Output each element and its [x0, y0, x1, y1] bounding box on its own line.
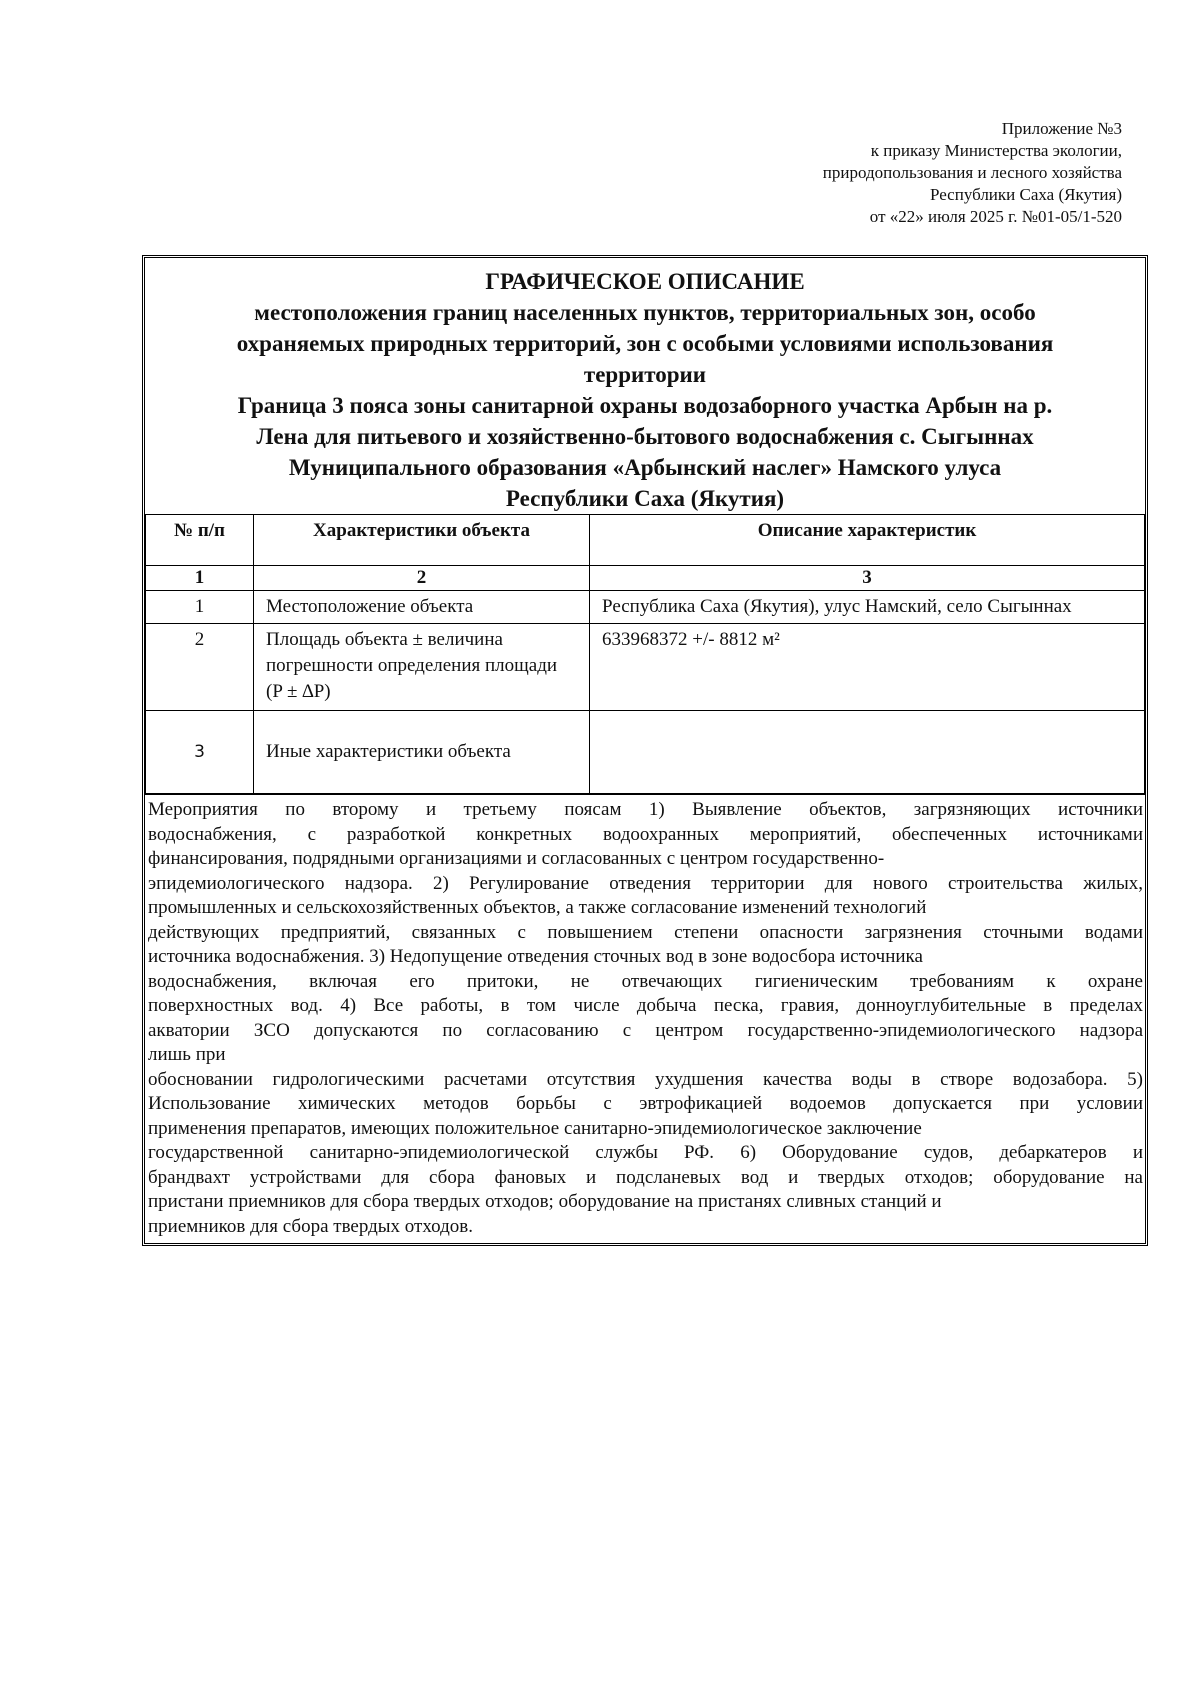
measures-line: Мероприятия по второму и третьему поясам 1) Выявление объектов, загрязняющих источники	[148, 799, 1143, 820]
measures-line: действующих предприятий, связанных с повышением степени опасности загрязнения сточными водами	[148, 921, 1143, 943]
boundary-line: Граница 3 пояса зоны санитарной охраны водозаборного участка Арбын на р.	[237, 393, 1053, 418]
measures-line: приемников для сбора твердых отходов.	[148, 1215, 473, 1237]
measures-line: финансирования, подрядными организациями и согласованных с центром государственно-	[148, 848, 885, 869]
measures-line: применения препаратов, имеющих положительное санитарно-эпидемиологическое заключение	[148, 1117, 922, 1139]
measures-line: пристани приемников для сбора твердых отходов; оборудование на пристанях сливных станций и	[148, 1191, 942, 1212]
header-characteristic: Характеристики объекта	[254, 515, 590, 566]
measures-text	[145, 794, 1145, 1243]
measures-line: государственной санитарно-эпидемиологической службы РФ. 6) Оборудование судов, дебаркатеров и	[148, 1142, 1143, 1163]
measures-line: промышленных и сельскохозяйственных объектов, а также согласование изменений технологий	[148, 897, 927, 918]
measures-line: брандвахт устройствами для сбора фановых и подсланевых вод и твердых отходов; оборудование на	[148, 1166, 1143, 1188]
boundary-line: Республики Саха (Якутия)	[505, 486, 785, 511]
column-number: 2	[254, 566, 590, 591]
document-frame	[142, 255, 1148, 1246]
appendix-line: от «22» июля 2025 г. №01-05/1-520	[869, 207, 1122, 226]
row-number: 1	[146, 591, 254, 624]
appendix-line: природопользования и лесного хозяйства	[822, 163, 1122, 182]
appendix-note	[823, 118, 1122, 228]
measures-line: водоснабжения, с разработкой конкретных водоохранных мероприятий, обеспеченных источниками	[148, 823, 1143, 845]
header-description: Описание характеристик	[590, 515, 1145, 566]
characteristics-table	[145, 514, 1145, 794]
appendix-line: к приказу Министерства экологии,	[870, 141, 1122, 160]
document-frame-inner	[144, 257, 1146, 1244]
row-number: 2	[146, 624, 254, 711]
row-description	[590, 711, 1145, 794]
subtitle-line: охраняемых природных территорий, зон с особыми условиями использования	[236, 331, 1054, 356]
measures-line: Использование химических методов борьбы с эвтрофикацией водоемов допускается при условии	[148, 1093, 1143, 1114]
measures-line: лишь при	[148, 1044, 226, 1065]
table-header-row	[146, 515, 1145, 566]
column-number-row	[146, 566, 1145, 591]
boundary-line: Муниципального образования «Арбынский наслег» Намского улуса	[288, 455, 1002, 480]
row-characteristic: Площадь объекта ± величина погрешности определения площади (P ± ∆P)	[254, 624, 590, 711]
column-number: 3	[590, 566, 1145, 591]
measures-line: водоснабжения, включая его притоки, не отвечающих гигиеническим требованиям к охране	[148, 970, 1143, 992]
appendix-line: Приложение №3	[1001, 119, 1122, 138]
row-number: 3	[146, 711, 254, 794]
row-characteristic: Иные характеристики объекта	[254, 711, 590, 794]
column-number: 1	[146, 566, 254, 591]
document-title: ГРАФИЧЕСКОЕ ОПИСАНИЕ	[485, 269, 805, 294]
table-row	[146, 711, 1145, 794]
subtitle-line: местоположения границ населенных пунктов, территориальных зон, особо	[254, 300, 1036, 325]
table-row	[146, 624, 1145, 711]
boundary-line: Лена для питьевого и хозяйственно-бытового водоснабжения с. Сыгыннах	[256, 424, 1034, 449]
measures-line: обосновании гидрологическими расчетами отсутствия ухудшения качества воды в створе водозабора. 5)	[148, 1068, 1143, 1090]
document-subtitle	[155, 297, 1135, 390]
measures-line: эпидемиологического надзора. 2) Регулирование отведения территории для нового строительства жилых,	[148, 872, 1143, 894]
measures-line: источника водоснабжения. 3) Недопущение отведения сточных вод в зоне водосбора источника	[148, 946, 923, 967]
measures-line: поверхностных вод. 4) Все работы, в том числе добыча песка, гравия, донноуглубительные в пределах	[148, 995, 1143, 1016]
measures-line: акватории ЗСО допускаются по согласованию с центром государственно-эпидемиологического надзора	[148, 1019, 1143, 1041]
title-block	[145, 258, 1145, 514]
header-number: № п/п	[146, 515, 254, 566]
boundary-title	[155, 390, 1135, 514]
row-description: 633968372 +/- 8812 м²	[590, 624, 1145, 711]
appendix-line: Республики Саха (Якутия)	[929, 185, 1122, 204]
table-row	[146, 591, 1145, 624]
row-characteristic: Местоположение объекта	[254, 591, 590, 624]
subtitle-line: территории	[583, 362, 707, 387]
row-description: Республика Саха (Якутия), улус Намский, село Сыгыннах	[590, 591, 1145, 624]
